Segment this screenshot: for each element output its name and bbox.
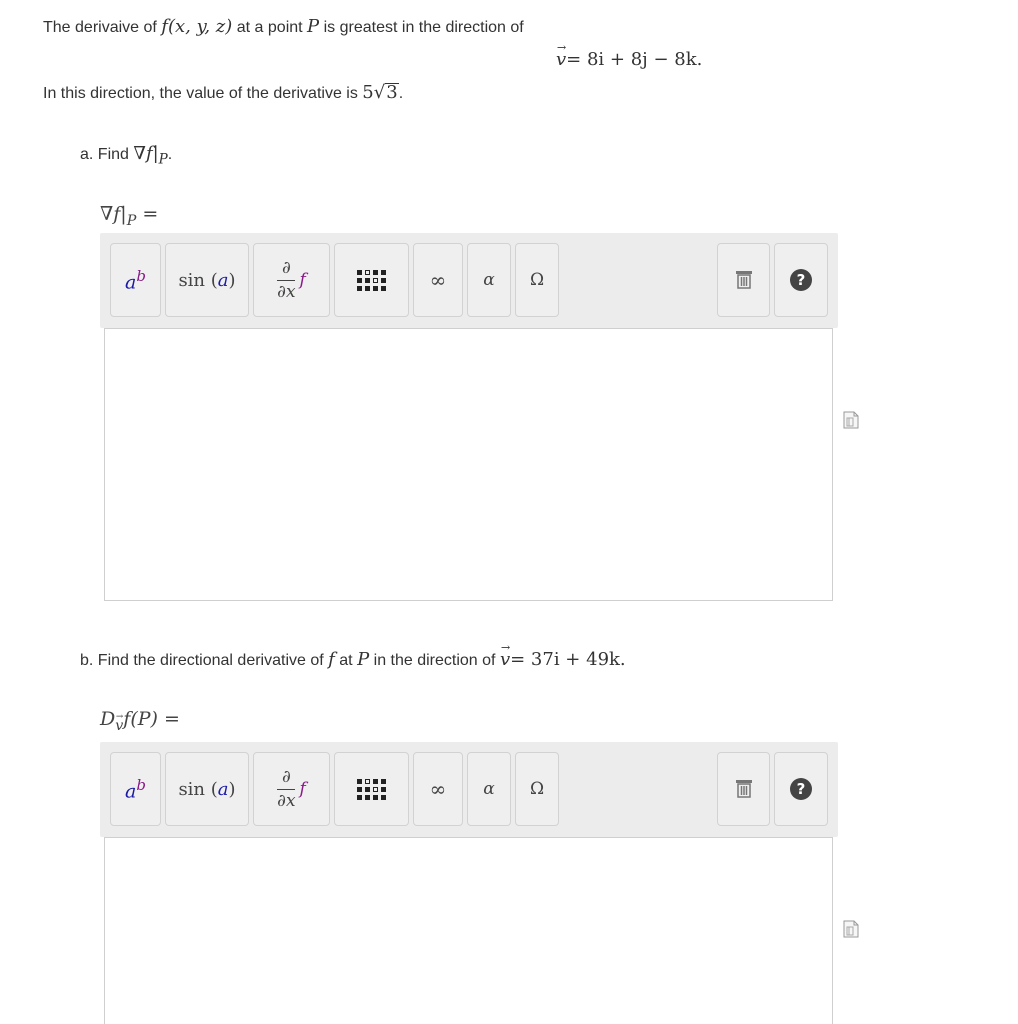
problem-intro bbox=[43, 16, 524, 37]
superscript-base: a bbox=[125, 271, 137, 294]
value-suffix: . bbox=[398, 85, 404, 102]
answer-input-a[interactable] bbox=[104, 328, 833, 601]
superscript-button[interactable] bbox=[110, 243, 161, 317]
help-icon: ? bbox=[790, 778, 812, 800]
superscript-base: a bbox=[125, 780, 137, 803]
superscript-exp: b bbox=[136, 775, 146, 794]
part-b-at: at bbox=[339, 652, 353, 669]
matrix-icon bbox=[357, 779, 386, 800]
math-toolbar-b bbox=[100, 742, 838, 837]
superscript-button[interactable] bbox=[110, 752, 161, 826]
deriv-den: ∂x bbox=[277, 281, 296, 302]
deriv-den: ∂x bbox=[277, 790, 296, 811]
document-icon[interactable] bbox=[843, 411, 859, 429]
alpha-button[interactable] bbox=[467, 752, 511, 826]
value-radicand: 3 bbox=[386, 82, 398, 103]
part-a-end: . bbox=[167, 146, 173, 163]
gradient-label: ∇f| bbox=[100, 203, 127, 225]
value-coeff: 5 bbox=[362, 82, 374, 103]
function-f: f(x, y, z) bbox=[161, 16, 233, 37]
omega-icon: Ω bbox=[529, 270, 545, 290]
alpha-icon: α bbox=[483, 779, 495, 799]
deriv-num: ∂ bbox=[281, 257, 291, 278]
clear-button[interactable] bbox=[717, 752, 770, 826]
part-b-prompt bbox=[80, 649, 626, 670]
part-b-prefix: b. Find the directional derivative of bbox=[80, 652, 324, 669]
answer-input-b[interactable] bbox=[104, 837, 833, 1024]
gradient-sub: P bbox=[126, 212, 137, 229]
trash-icon bbox=[735, 270, 753, 290]
clear-button[interactable] bbox=[717, 243, 770, 317]
directional-D: D bbox=[100, 708, 116, 730]
point-p: P bbox=[307, 16, 320, 37]
deriv-func: f bbox=[299, 270, 306, 290]
direction-vector bbox=[556, 49, 702, 70]
omega-button[interactable] bbox=[515, 752, 559, 826]
alpha-button[interactable] bbox=[467, 243, 511, 317]
equals-sign: = bbox=[142, 203, 159, 225]
equals-sign-b: = bbox=[164, 708, 180, 730]
math-toolbar-a bbox=[100, 233, 838, 328]
alpha-icon: α bbox=[483, 270, 495, 290]
part-b-f: f bbox=[328, 649, 335, 670]
part-a-label: a. Find bbox=[80, 146, 129, 163]
sin-label: sin bbox=[178, 778, 206, 800]
deriv-num: ∂ bbox=[281, 766, 291, 787]
sin-button[interactable]: sin ( a ) bbox=[165, 752, 249, 826]
part-a-answer-label bbox=[100, 203, 158, 229]
part-b-p: P bbox=[357, 649, 370, 670]
infinity-button[interactable] bbox=[413, 243, 463, 317]
help-button[interactable] bbox=[774, 752, 828, 826]
intro-mid: at a point bbox=[236, 19, 303, 36]
part-b-dir: in the direction of bbox=[373, 652, 496, 669]
derivative-button[interactable] bbox=[253, 752, 330, 826]
help-icon: ? bbox=[790, 269, 812, 291]
vector-v-sub: → $_v$ bbox=[115, 718, 123, 734]
sin-arg: a bbox=[217, 269, 229, 291]
matrix-icon bbox=[357, 270, 386, 291]
matrix-button[interactable] bbox=[334, 752, 409, 826]
infinity-icon: ∞ bbox=[429, 777, 447, 801]
matrix-button[interactable] bbox=[334, 243, 409, 317]
derivative-value: In this direction, the value of the derivative is 5√3. bbox=[43, 82, 404, 103]
intro-prefix: The derivaive of bbox=[43, 19, 157, 36]
intro-suffix: is greatest in the direction of bbox=[323, 19, 524, 36]
value-prefix: In this direction, the value of the derivative is bbox=[43, 85, 358, 102]
help-button[interactable] bbox=[774, 243, 828, 317]
infinity-button[interactable] bbox=[413, 752, 463, 826]
infinity-icon: ∞ bbox=[429, 268, 447, 292]
vector-v-symbol: → v bbox=[556, 49, 566, 70]
part-a-gradient: ∇f| bbox=[133, 143, 159, 164]
document-icon[interactable] bbox=[843, 920, 859, 938]
omega-button[interactable] bbox=[515, 243, 559, 317]
trash-icon bbox=[735, 779, 753, 799]
superscript-exp: b bbox=[136, 266, 146, 285]
part-a-sub: P bbox=[158, 151, 168, 168]
part-b-answer-label bbox=[100, 708, 180, 734]
directional-rest: f(P) bbox=[123, 708, 158, 730]
omega-icon: Ω bbox=[529, 779, 545, 799]
part-b-vector: = 37i + 49k. bbox=[510, 649, 626, 670]
derivative-button[interactable] bbox=[253, 243, 330, 317]
part-a-prompt bbox=[80, 143, 172, 168]
direction-vector-text: = 8i + 8j − 8k. bbox=[566, 49, 703, 70]
deriv-func: f bbox=[299, 779, 306, 799]
vector-v-symbol-b: → v bbox=[500, 649, 510, 670]
sin-button[interactable]: sin ( a ) bbox=[165, 243, 249, 317]
sin-arg: a bbox=[217, 778, 229, 800]
sin-label: sin bbox=[178, 269, 206, 291]
